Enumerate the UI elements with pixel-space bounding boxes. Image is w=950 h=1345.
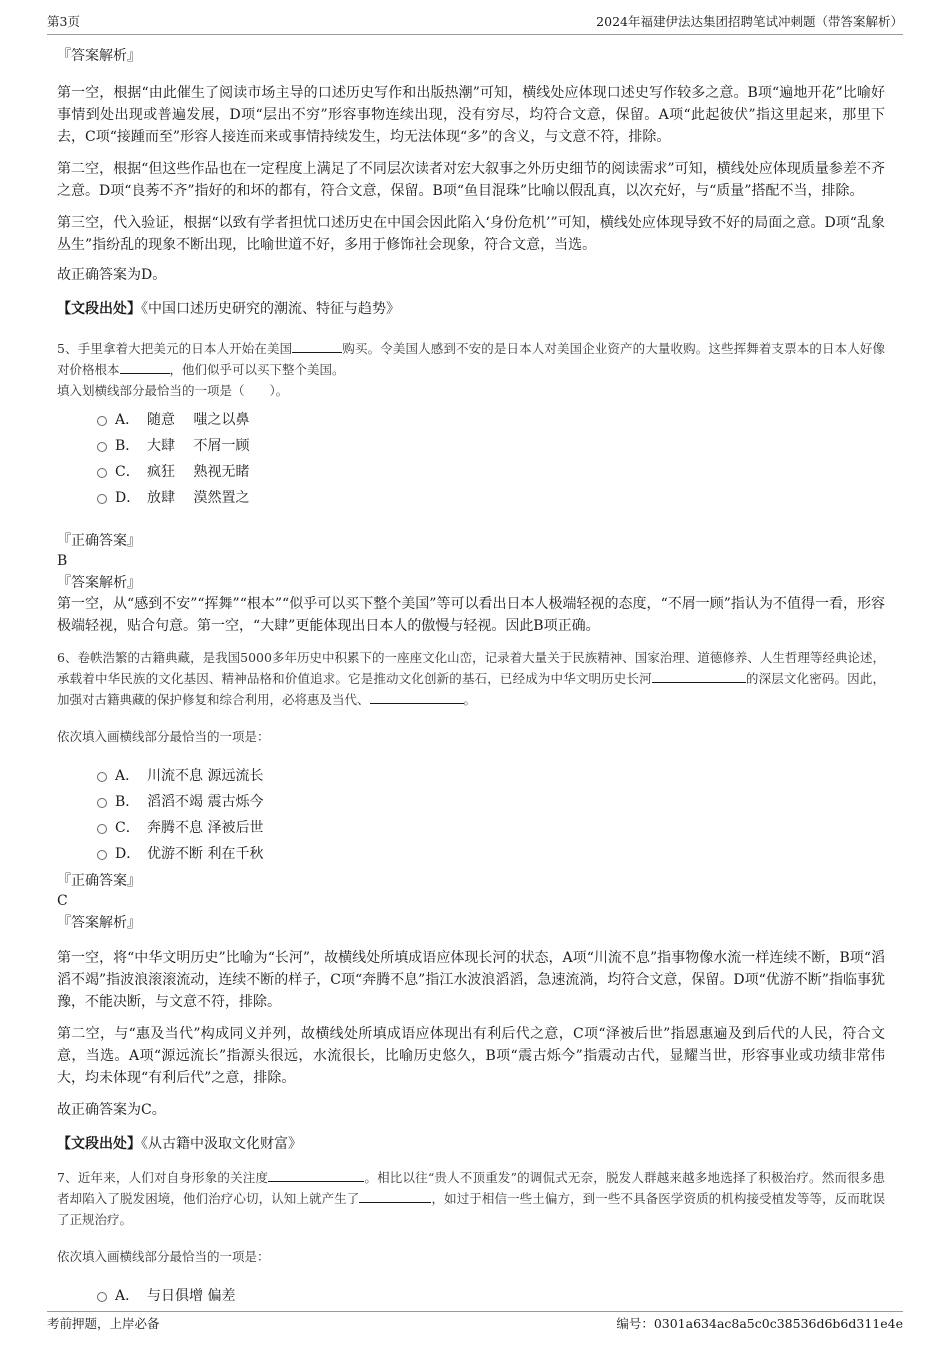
q5-answer-tag: 『正确答案』	[57, 533, 141, 549]
q6-source-title: 《从古籍中汲取文化财富》	[141, 1136, 302, 1152]
q5-option-b[interactable]	[57, 433, 885, 459]
q6-analysis-p1: 第一空，将“中华文明历史”比喻为“长河”，故横线处所填成语应体现长河的状态，A项“川流不息”指事物像水流一样连续不断，B项“滔滔不竭”指波浪滚滚流动，连续不断的样子，C项“奔腾不息”指江水波浪滔滔，急速流淌，均符合文意，保留。D项“优游不断”指临事犹豫，不能决断，与文意不符，排除。	[57, 950, 885, 1010]
q6-source-label: 【文段出处】	[57, 1136, 141, 1152]
q5-analysis-tag: 『答案解析』	[57, 575, 141, 591]
q6-stem-part-1: 6、卷帙浩繁的古籍典藏，是我国5000多年历史中积累下的一座座文化山峦，记录着大量关于民族精神、国家治理、道德修养、人生哲理等经典论述，承载着中华民族的文化基因、精神品格和价值追求。它是推动文化创新的基石，已经成为中华文明历史长河	[57, 650, 885, 686]
q6-option-d[interactable]	[57, 841, 885, 867]
q6-options	[57, 763, 885, 867]
option-text: 奔腾不息 泽被后世	[147, 820, 264, 836]
q6-answer: C	[57, 893, 68, 909]
q5-option-d[interactable]	[57, 485, 885, 511]
q6-stem	[57, 647, 885, 710]
q4-conclusion: 故正确答案为D。	[57, 267, 167, 283]
q4-analysis-p2: 第二空，根据“但这些作品也在一定程度上满足了不同层次读者对宏大叙事之外历史细节的阅读需求”可知，横线处应体现质量参差不齐之意。D项“良莠不齐”指好的和坏的都有，符合文意，保留。B项“鱼目混珠”比喻以假乱真，以次充好，与“质量”搭配不当，排除。	[57, 161, 885, 199]
q4-source	[57, 298, 885, 320]
q6-prompt: 依次填入画横线部分最恰当的一项是：	[57, 729, 270, 744]
option-text: 滔滔不竭 震古烁今	[147, 794, 264, 810]
option-letter: C．	[115, 820, 140, 836]
option-letter: B．	[115, 794, 140, 810]
q7-stem	[57, 1167, 885, 1230]
radio-icon[interactable]	[97, 442, 107, 452]
document-title: 2024年福建伊法达集团招聘笔试冲刺题（带答案解析）	[596, 14, 903, 29]
q7-stem-part-3: ，如过于相信一些土偏方，到一些不具备医学资质的机构接受植发等等，反而耽误了正规治疗。	[57, 1191, 885, 1227]
q5-stem-part-2: 购买。令美国人感到不安的是日本人对美国企业资产的大量收购。这些挥舞着支票本的日本人好像对价格根本	[57, 341, 885, 377]
q5-analysis: 第一空，从“感到不安”“挥舞”“根本”“似乎可以买下整个美国”等可以看出日本人极端轻视的态度，“不屑一顾”指认为不值得一看，形容极端轻视，贴合句意。第一空，“大肆”更能体现出日本人的傲慢与轻视。因此B项正确。	[57, 596, 885, 634]
q6-option-b[interactable]	[57, 789, 885, 815]
page-header	[47, 12, 903, 35]
q6-blank-2	[370, 689, 464, 704]
option-text: 疯狂 熟视无睹	[147, 464, 250, 480]
option-text: 优游不断 利在千秋	[147, 846, 264, 862]
q6-option-a[interactable]	[57, 763, 885, 789]
q4-analysis-tag: 『答案解析』	[57, 48, 141, 64]
page-content	[57, 44, 885, 1309]
option-text: 川流不息 源远流长	[147, 768, 264, 784]
page-footer	[47, 1311, 903, 1334]
q5-stem-part-1: 5、手里拿着大把美元的日本人开始在美国	[57, 341, 293, 356]
q6-answer-tag: 『正确答案』	[57, 873, 141, 889]
radio-icon[interactable]	[97, 772, 107, 782]
q5-option-a[interactable]	[57, 407, 885, 433]
q7-blank-1	[268, 1167, 364, 1182]
document-code-label: 编号：	[616, 1316, 654, 1331]
document-code-value: 0301a634ac8a5c0c38536d6b6d311e4e	[653, 1316, 903, 1331]
option-letter: D．	[115, 846, 141, 862]
q5-option-c[interactable]	[57, 459, 885, 485]
option-text: 随意 嗤之以鼻	[147, 412, 250, 428]
q7-options	[57, 1283, 885, 1309]
footer-slogan: 考前押题，上岸必备	[47, 1316, 160, 1331]
option-letter: C．	[115, 464, 140, 480]
q5-answer: B	[57, 553, 68, 569]
q6-analysis-tag: 『答案解析』	[57, 915, 141, 931]
option-text: 放肆 漠然置之	[147, 490, 250, 506]
q7-prompt: 依次填入画横线部分最恰当的一项是：	[57, 1249, 270, 1264]
q6-source	[57, 1133, 885, 1155]
q6-option-c[interactable]	[57, 815, 885, 841]
q6-analysis-p2: 第二空，与“惠及当代”构成同义并列，故横线处所填成语应体现出有利后代之意，C项“泽被后世”指恩惠遍及到后代的人民，符合文意，当选。A项“源远流长”指源头很远，水流很长，比喻历史悠久，B项“震古烁今”指震动古代，显耀当世，形容事业或功绩非常伟大，均未体现“有利后代”之意，排除。	[57, 1026, 885, 1086]
q4-source-title: 《中国口述历史研究的潮流、特征与趋势》	[141, 301, 400, 317]
q4-analysis-p1: 第一空，根据“由此催生了阅读市场主导的口述历史写作和出版热潮”可知，横线处应体现口述史写作较多之意。B项“遍地开花”比喻好事情到处出现或普遍发展，D项“层出不穷”形容事物连续出现，没有穷尽，均符合文意，保留。A项“此起彼伏”指这里起来，那里下去，C项“接踵而至”形容人接连而来或事情持续发生，均无法体现“多”的含义，与文意不符，排除。	[57, 85, 885, 145]
radio-icon[interactable]	[97, 416, 107, 426]
document-code	[616, 1314, 903, 1334]
q4-source-label: 【文段出处】	[57, 301, 141, 317]
q6-conclusion: 故正确答案为C。	[57, 1102, 166, 1118]
radio-icon[interactable]	[97, 1292, 107, 1302]
radio-icon[interactable]	[97, 798, 107, 808]
option-text: 与日俱增 偏差	[147, 1288, 236, 1304]
radio-icon[interactable]	[97, 468, 107, 478]
radio-icon[interactable]	[97, 850, 107, 860]
q6-stem-part-3: 。	[463, 692, 477, 707]
option-letter: A．	[115, 412, 140, 428]
q5-stem-part-3: ，他们似乎可以买下整个美国。	[169, 362, 345, 377]
option-text: 大肆 不屑一顾	[147, 438, 250, 454]
radio-icon[interactable]	[97, 824, 107, 834]
q4-analysis-p3: 第三空，代入验证，根据“以致有学者担忧口述历史在中国会因此陷入‘身份危机’”可知，横线处应体现导致不好的局面之意。D项“乱象丛生”指纷乱的现象不断出现，比喻世道不好，多用于修饰社会现象，符合文意，当选。	[57, 215, 885, 253]
page-number: 第3页	[47, 14, 80, 29]
radio-icon[interactable]	[97, 494, 107, 504]
q5-blank-1	[292, 338, 342, 353]
q6-blank-1	[652, 668, 746, 683]
q6-stem-part-2: 的深层文化密码。因此，加强对古籍典藏的保护修复和综合利用，必将惠及当代、	[57, 671, 885, 707]
q5-blank-2	[120, 359, 170, 374]
q7-stem-part-2: 。相比以往“贵人不顶重发”的调侃式无奈，脱发人群越来越多地选择了积极治疗。然而很多患者却陷入了脱发困境，他们治疗心切，认知上就产生了	[57, 1170, 885, 1206]
option-letter: A．	[115, 768, 140, 784]
q5-prompt: 填入划横线部分最恰当的一项是（ ）。	[57, 383, 289, 398]
q5-stem	[57, 338, 885, 380]
option-letter: D．	[115, 490, 141, 506]
q7-stem-part-1: 7、近年来，人们对自身形象的关注度	[57, 1170, 269, 1185]
q7-option-a[interactable]	[57, 1283, 885, 1309]
q7-blank-2	[359, 1188, 431, 1203]
option-letter: A．	[115, 1288, 140, 1304]
option-letter: B．	[115, 438, 140, 454]
q5-options	[57, 407, 885, 511]
